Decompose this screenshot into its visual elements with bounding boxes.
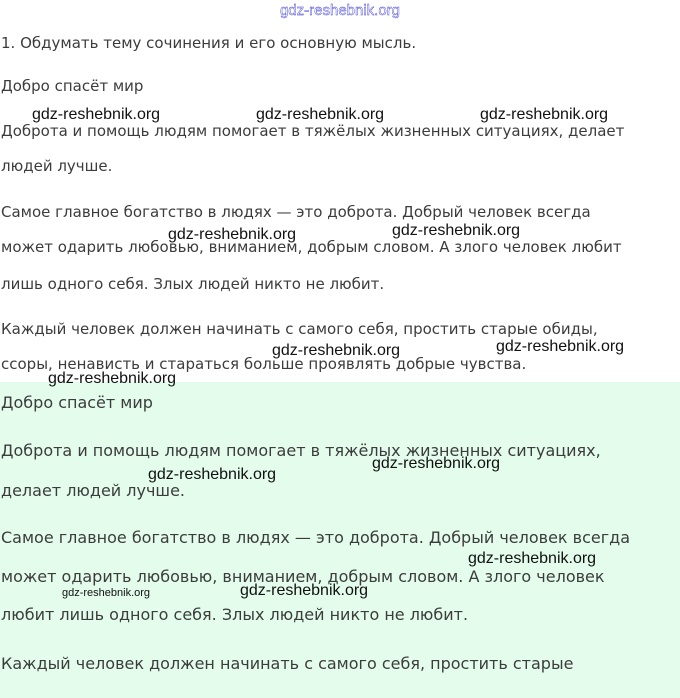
paragraph-line: Каждый человек должен начинать с самого себя, простить старые: [1, 654, 574, 673]
essay-title: Добро спасёт мир: [1, 77, 144, 95]
watermark: gdz-reshebnik.org: [372, 455, 501, 472]
watermark: gdz-reshebnik.org: [480, 106, 609, 123]
watermark: gdz-reshebnik.org: [496, 338, 625, 355]
paragraph-line: Доброта и помощь людям помогает в тяжёлых жизненных ситуациях,: [1, 441, 601, 460]
watermark: gdz-reshebnik.org: [148, 466, 277, 483]
watermark: gdz-reshebnik.org: [48, 370, 177, 387]
paragraph-line: лишь одного себя. Злых людей никто не любит.: [1, 275, 385, 293]
paragraph-line: любит лишь одного себя. Злых людей никто не любит.: [1, 605, 469, 624]
watermark: gdz-reshebnik.org: [272, 342, 401, 359]
paragraph-line: ссоры, ненависть и стараться больше проявлять добрые чувства.: [1, 355, 527, 373]
watermark: gdz-reshebnik.org: [468, 550, 597, 567]
watermark: gdz-reshebnik.org: [240, 582, 369, 599]
paragraph-line: Каждый человек должен начинать с самого себя, простить старые обиды,: [1, 320, 598, 338]
paragraph-line: людей лучше.: [1, 157, 113, 175]
paragraph-line: Самое главное богатство в людях — это доброта. Добрый человек всегда: [1, 203, 591, 221]
paragraph-line: делает людей лучше.: [1, 481, 185, 500]
paragraph-line: Доброта и помощь людям помогает в тяжёлых жизненных ситуациях, делает: [1, 122, 625, 140]
watermark: gdz-reshebnik.org: [168, 226, 297, 243]
paragraph-line: может одарить любовью, вниманием, добрым словом. А злого человек: [1, 567, 605, 586]
watermark: gdz-reshebnik.org: [62, 587, 151, 599]
watermark: gdz-reshebnik.org: [32, 106, 161, 123]
watermark: gdz-reshebnik.org: [256, 106, 385, 123]
watermark: gdz-reshebnik.org: [392, 222, 521, 239]
task-text: 1. Обдумать тему сочинения и его основную мысль.: [1, 34, 417, 52]
essay-title: Добро спасёт мир: [1, 393, 153, 412]
site-watermark-header: gdz-reshebnik.org: [279, 2, 401, 19]
paragraph-line: может одарить любовью, вниманием, добрым словом. А злого человек любит: [1, 238, 622, 256]
paragraph-line: Самое главное богатство в людях — это доброта. Добрый человек всегда: [1, 528, 631, 547]
